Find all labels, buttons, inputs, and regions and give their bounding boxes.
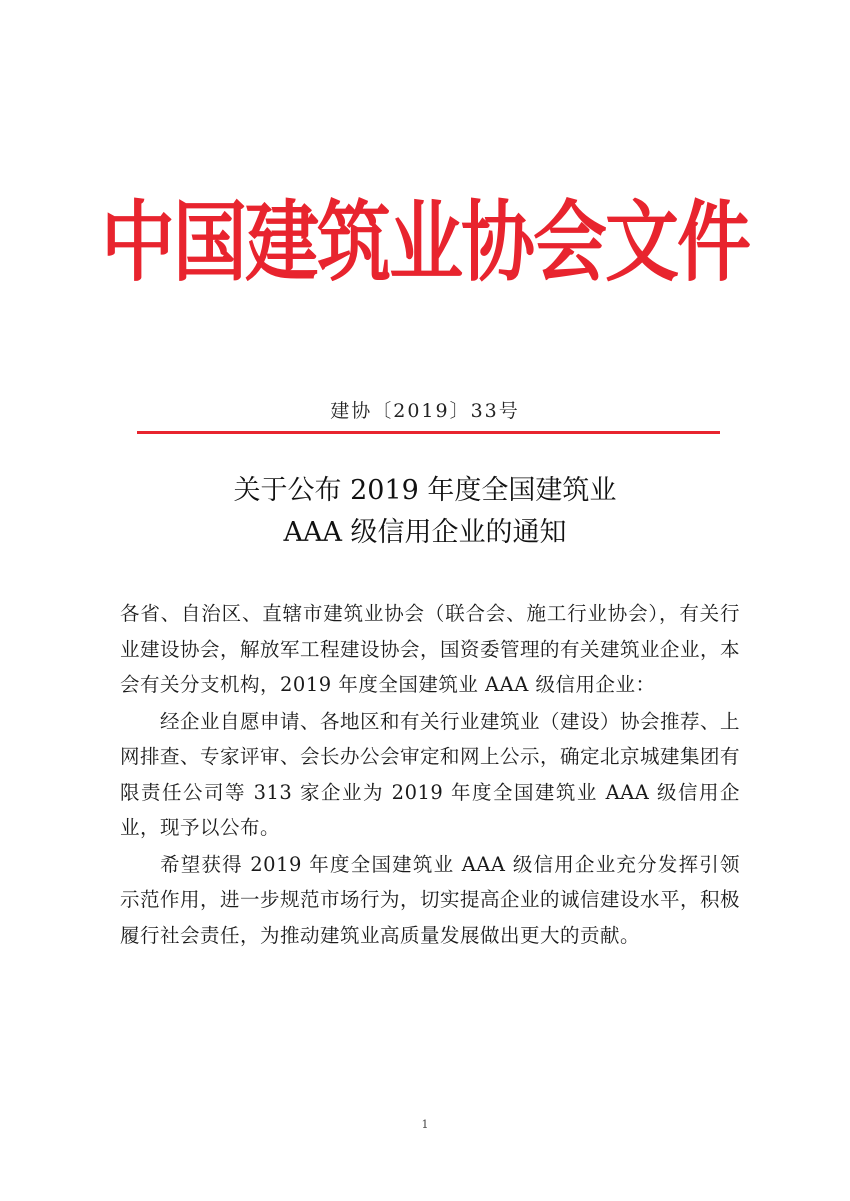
masthead-title: 中国建筑业协会文件	[101, 192, 749, 294]
red-divider-line	[137, 431, 720, 434]
notice-title-line-1: 关于公布 2019 年度全国建筑业	[233, 475, 617, 506]
page-number: 1	[421, 1118, 429, 1131]
notice-title-line-2: AAA 级信用企业的通知	[283, 517, 567, 548]
notice-body	[120, 596, 740, 954]
salutation-paragraph: 各省、自治区、直辖市建筑业协会（联合会、施工行业协会），有关行业建设协会，解放军工程建设协会，国资委管理的有关建筑业企业，本会有关分支机构，2019 年度全国建筑业 AAA 级信用企业：	[120, 602, 741, 696]
body-paragraph-2: 希望获得 2019 年度全国建筑业 AAA 级信用企业充分发挥引领示范作用，进一步规范市场行为，切实提高企业的诚信建设水平，积极履行社会责任，为推动建筑业高质量发展做出更大的贡献。	[120, 852, 741, 947]
body-paragraph-1: 经企业自愿申请、各地区和有关行业建筑业（建设）协会推荐、上网排查、专家评审、会长办公会审定和网上公示，确定北京城建集团有限责任公司等 313 家企业为 2019 年度全国建筑业 AAA 级信用企业，现予以公布。	[120, 709, 741, 839]
notice-title	[0, 470, 850, 554]
document-number: 建协〔2019〕33号	[330, 400, 520, 422]
